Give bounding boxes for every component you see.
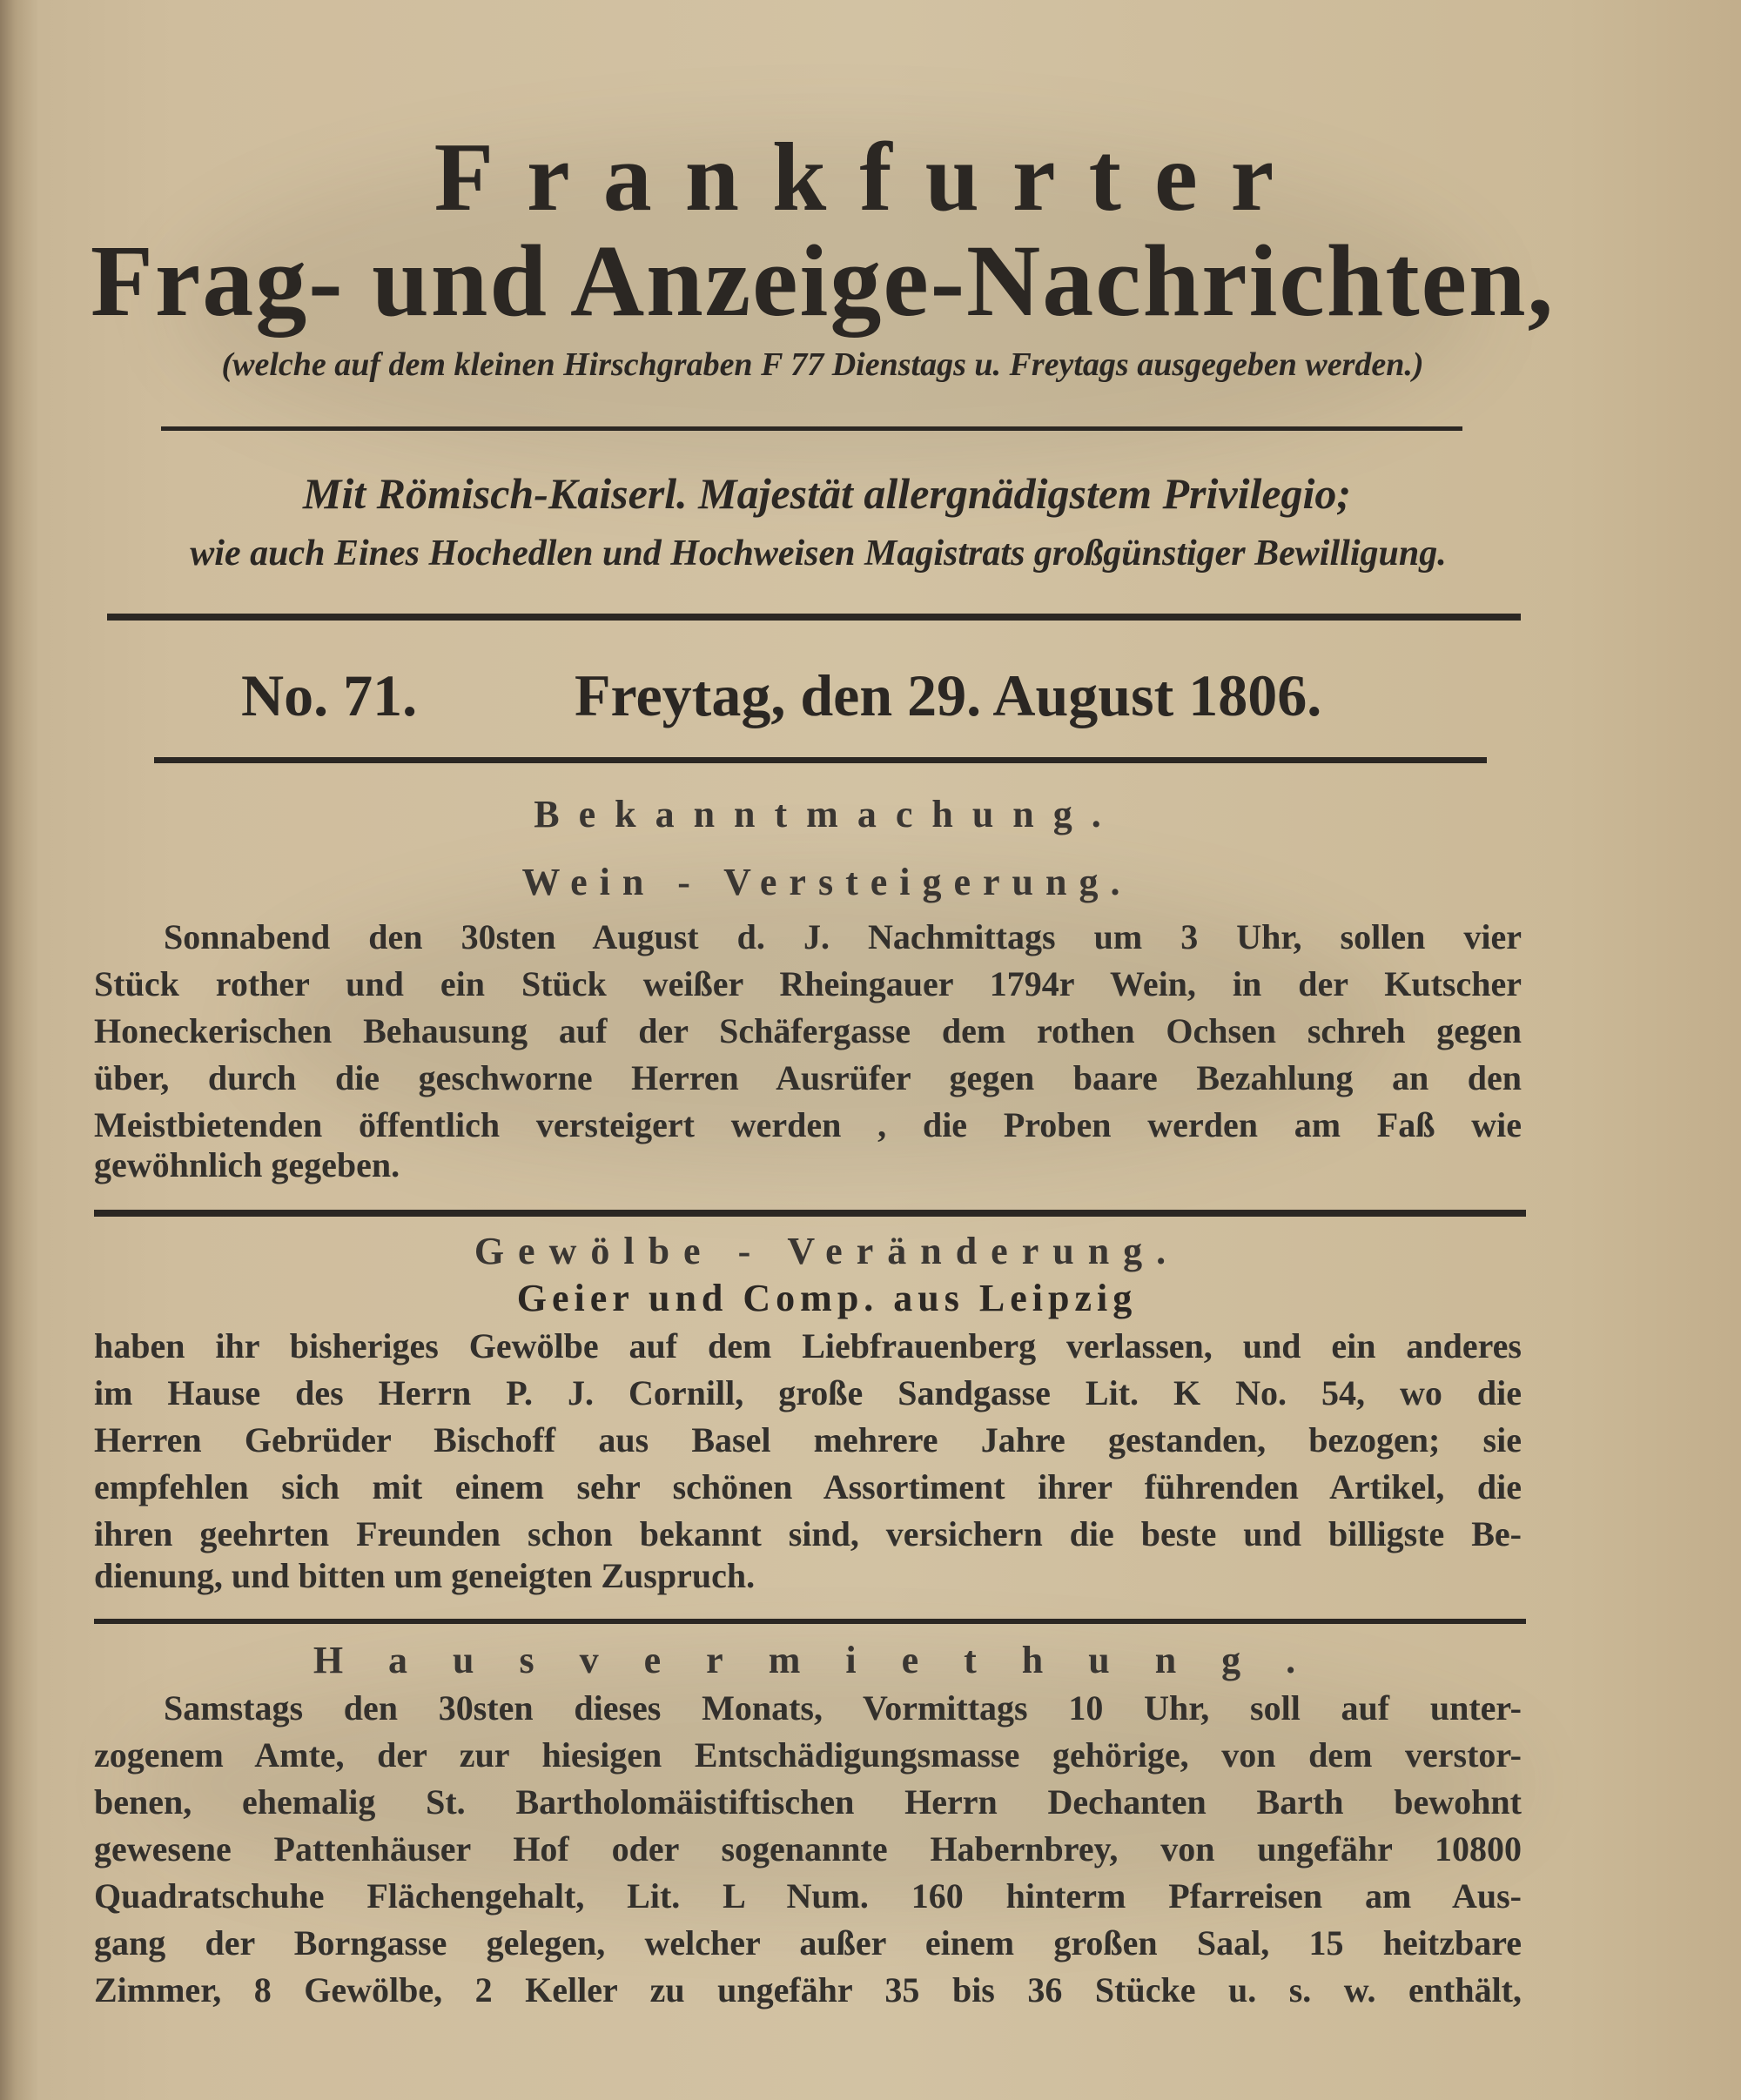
title-line-1: Frankfurter (434, 124, 1307, 231)
text-line: Sonnabend den 30sten August d. J. Nachmittags um 3 Uhr, sollen vier (164, 917, 1522, 956)
text-line: Herren Gebrüder Bischoff aus Basel mehrere Jahre gestanden, bezogen; sie (94, 1420, 1522, 1459)
text-line: gewesene Pattenhäuser Hof oder sogenannte Habernbrey, von ungefähr 10800 (94, 1829, 1522, 1869)
issue-number: No. 71. (241, 662, 418, 728)
text-line: empfehlen sich mit einem sehr schönen Assortiment ihrer führenden Artikel, die (94, 1467, 1522, 1506)
divider (107, 614, 1521, 621)
text-line: Stück rother und ein Stück weißer Rheingauer 1794r Wein, in der Kutscher (94, 964, 1522, 1003)
text-line: zogenem Amte, der zur hiesigen Entschädigungsmasse gehörige, von dem verstor- (94, 1735, 1522, 1775)
section-heading: Gewölbe - Veränderung. (474, 1230, 1180, 1272)
text-line: haben ihr bisheriges Gewölbe auf dem Liebfrauenberg verlassen, und ein anderes (94, 1326, 1522, 1365)
text-line: dienung, und bitten um geneigten Zuspruch. (94, 1556, 756, 1595)
text-line: gewöhnlich gegeben. (94, 1145, 400, 1184)
divider (94, 1619, 1526, 1624)
text-line: Honeckerischen Behausung auf der Schäfergasse dem rothen Ochsen schreh gegen (94, 1011, 1522, 1050)
privilege-line-1: Mit Römisch-Kaiserl. Majestät allergnädigstem Privilegio; (302, 469, 1352, 518)
section-heading: Bekanntmachung. (534, 793, 1120, 835)
divider (154, 757, 1487, 763)
text-line: Meistbietenden öffentlich versteigert werden , die Proben werden am Faß wie (94, 1105, 1522, 1144)
text-line: über, durch die geschworne Herren Ausrüfer gegen baare Bezahlung an den (94, 1058, 1522, 1097)
text-line: gang der Borngasse gelegen, welcher außer einem großen Saal, 15 heitzbare (94, 1923, 1522, 1962)
section-heading: Hausvermiethung. (313, 1639, 1341, 1681)
text-line: ihren geehrten Freunden schon bekannt sind, versichern die beste und billigste Be- (94, 1514, 1522, 1553)
subtitle: (welche auf dem kleinen Hirschgraben F 77 Dienstags u. Freytags ausgegeben werden.) (221, 346, 1424, 383)
privilege-line-2: wie auch Eines Hochedlen und Hochweisen Magistrats großgünstiger Bewilligung. (190, 533, 1447, 574)
text-line: Zimmer, 8 Gewölbe, 2 Keller zu ungefähr 35 bis 36 Stücke u. s. w. enthält, (94, 1970, 1522, 2009)
text-line: Quadratschuhe Flächengehalt, Lit. L Num. 160 hinterm Pfarreisen am Aus- (94, 1876, 1522, 1915)
text-line: im Hause des Herrn P. J. Cornill, große Sandgasse Lit. K No. 54, wo die (94, 1373, 1522, 1412)
title-line-2: Frag- und Anzeige-Nachrichten, (90, 224, 1556, 338)
divider (161, 426, 1462, 431)
section-subheading: Geier und Comp. aus Leipzig (516, 1277, 1138, 1319)
text-line: benen, ehemalig St. Bartholomäistiftischen Herrn Dechanten Barth bewohnt (94, 1782, 1522, 1822)
text-line: Samstags den 30sten dieses Monats, Vormittags 10 Uhr, soll auf unter- (164, 1688, 1522, 1728)
issue-date: Freytag, den 29. August 1806. (575, 662, 1322, 728)
divider (94, 1210, 1526, 1217)
section-subheading: Wein - Versteigerung. (521, 861, 1133, 903)
